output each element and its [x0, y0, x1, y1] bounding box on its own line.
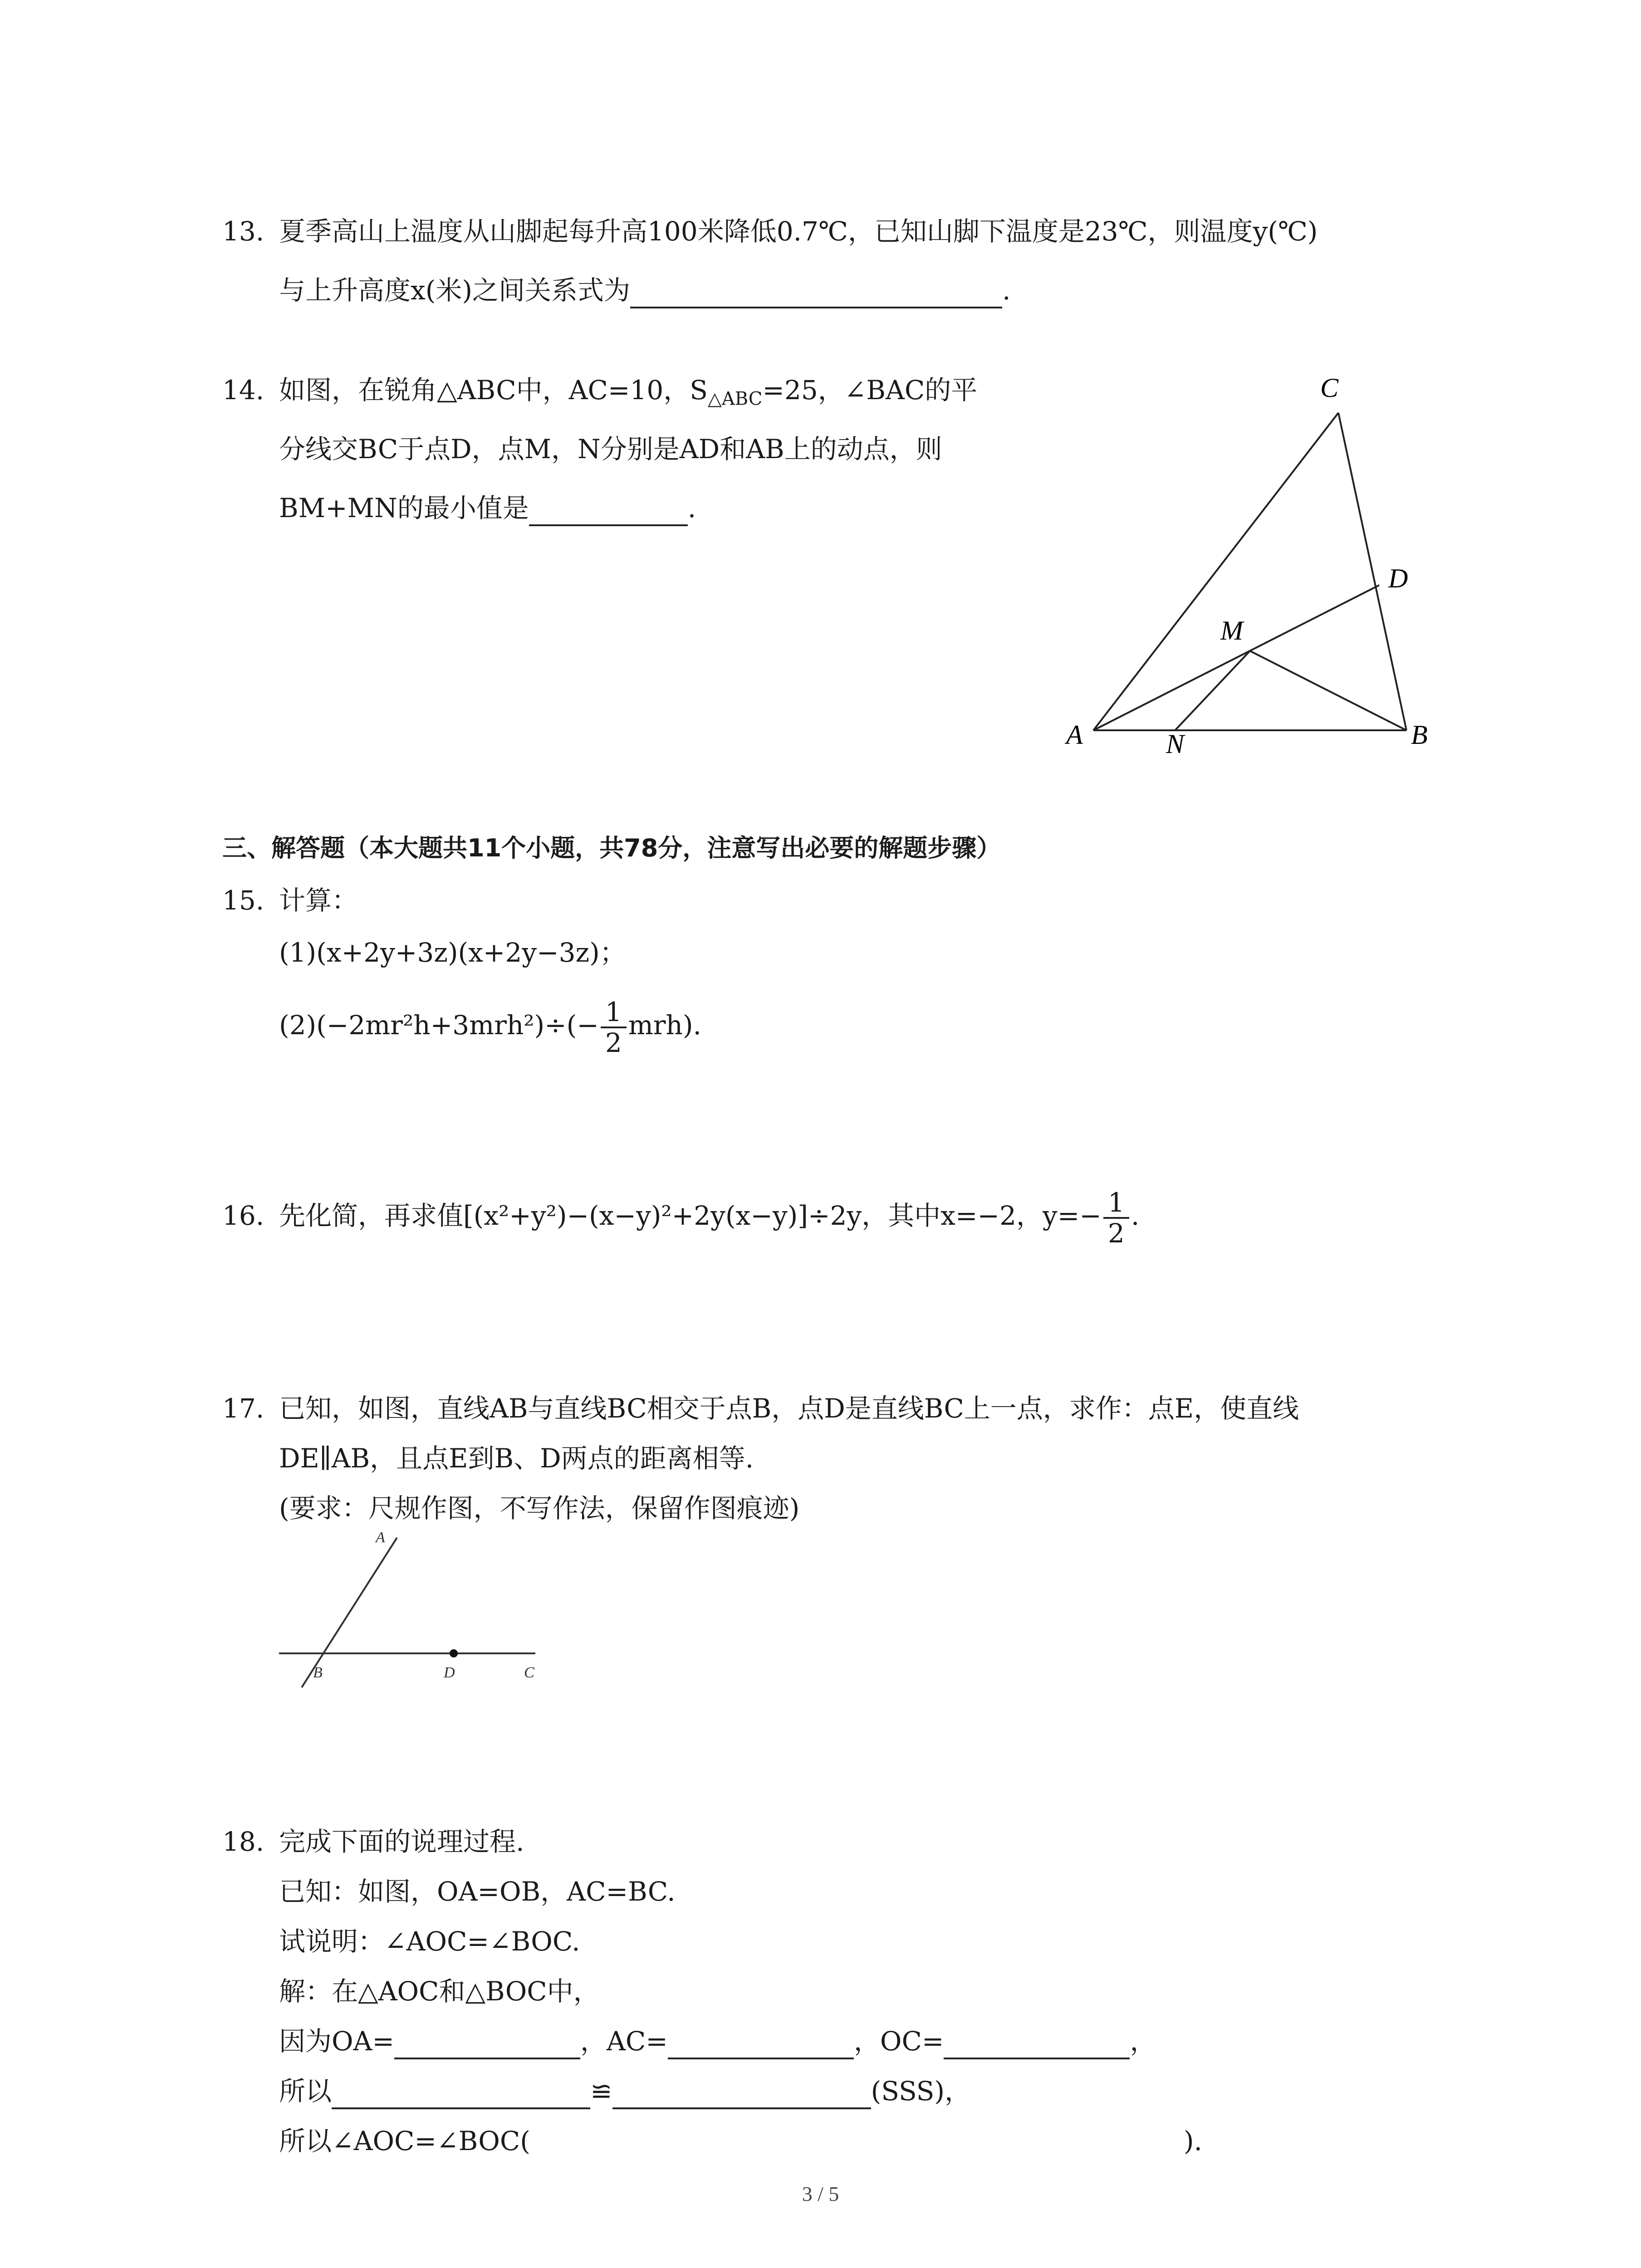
- q18-blank-oa[interactable]: [394, 2029, 580, 2059]
- q17-number: 17.: [222, 1393, 265, 1424]
- q16-frac-num: 1: [1103, 1188, 1129, 1219]
- q14-label-a: A: [1066, 720, 1083, 750]
- q15-part2-post: mrh).: [628, 1010, 701, 1041]
- q13-line1: 夏季高山上温度从山脚起每升高100米降低0.7℃，已知山脚下温度是23℃，则温度y(℃): [279, 216, 1318, 247]
- q18-so1-pre: 所以: [279, 2076, 332, 2107]
- q18-because-1: 因为OA=: [279, 2026, 395, 2057]
- q18-because-row: [279, 2023, 1156, 2059]
- q17-label-d: D: [444, 1664, 455, 1681]
- q16-frac-den: 2: [1107, 1217, 1125, 1249]
- q18-blank-triangle2[interactable]: [612, 2079, 871, 2109]
- q17-line2: DE∥AB，且点E到B、D两点的距离相等.: [279, 1443, 754, 1474]
- q14-label-m: M: [1220, 616, 1243, 645]
- q17-label-b: B: [313, 1664, 323, 1681]
- q14-line1-sub: △ABC: [707, 388, 763, 410]
- q18-so2-pre: 所以∠AOC=∠BOC(: [279, 2126, 530, 2156]
- q13-line2-row: [279, 272, 1010, 308]
- q18-number: 18.: [222, 1826, 265, 1857]
- q16-text-post: .: [1131, 1200, 1140, 1231]
- q18-title: 完成下面的说理过程.: [279, 1826, 524, 1857]
- q16-row: [279, 1184, 1139, 1248]
- q14-label-d: D: [1388, 563, 1408, 593]
- q13-answer-blank[interactable]: [630, 279, 1002, 308]
- q14-line3-row: [279, 490, 696, 526]
- q18-solve: 解：在△AOC和△BOC中，: [279, 1976, 600, 2007]
- q16-fraction: [1103, 1188, 1129, 1248]
- q16-number: 16.: [222, 1200, 265, 1231]
- q18-prove: 试说明：∠AOC=∠BOC.: [279, 1926, 580, 1957]
- page-number: 3 / 5: [802, 2182, 839, 2205]
- q14-line1-row: [279, 372, 977, 417]
- q18-because-2: ，AC=: [580, 2026, 668, 2057]
- q17-lines-figure: [272, 1529, 554, 1701]
- q14-number: 14.: [222, 375, 265, 406]
- q14-triangle-figure: [1043, 363, 1452, 780]
- q13-end: .: [1002, 275, 1011, 306]
- q14-label-n: N: [1166, 729, 1185, 759]
- q18-so1-mid: ≌: [590, 2076, 612, 2107]
- q16-text-pre: 先化简，再求值[(x²+y²)−(x−y)²+2y(x−y)]÷2y，其中x=−2，y=−: [279, 1200, 1102, 1231]
- q18-because-3: ，OC=: [853, 2026, 944, 2057]
- q17-line3: (要求：尺规作图，不写作法，保留作图痕迹): [279, 1493, 800, 1524]
- q14-end: .: [687, 493, 696, 523]
- q15-fraction: [601, 997, 627, 1057]
- q15-frac-den: 2: [605, 1027, 622, 1058]
- q17-point-d: [450, 1649, 458, 1657]
- q14-line1-rest: =25，∠BAC的平: [762, 375, 978, 406]
- q17-line1: 已知，如图，直线AB与直线BC相交于点B，点D是直线BC上一点，求作：点E，使直线: [279, 1393, 1299, 1424]
- q14-label-b: B: [1411, 720, 1428, 750]
- q14-label-c: C: [1320, 373, 1339, 403]
- q15-frac-num: 1: [601, 997, 627, 1028]
- q13-number: 13.: [222, 216, 265, 247]
- section-3-title: 三、解答题（本大题共11个小题，共78分，注意写出必要的解题步骤）: [222, 834, 1001, 862]
- q18-because-4: ，: [1130, 2026, 1156, 2057]
- q17-label-a: A: [376, 1529, 385, 1546]
- q14-line1: 如图，在锐角△ABC中，AC=10，S: [279, 375, 708, 406]
- q18-so1-post: (SSS)，: [871, 2076, 971, 2107]
- q14-answer-blank[interactable]: [529, 496, 688, 526]
- q18-so2-post: ).: [1183, 2126, 1202, 2156]
- q15-part1: (1)(x+2y+3z)(x+2y−3z)；: [279, 937, 626, 968]
- q17-label-c: C: [524, 1664, 534, 1681]
- q18-blank-oc[interactable]: [944, 2029, 1130, 2059]
- q15-part2-pre: (2)(−2mr²h+3mrh²)÷(−: [279, 1010, 599, 1041]
- q13-line2: 与上升高度x(米)之间关系式为: [279, 275, 630, 306]
- q15-title: 计算：: [279, 885, 358, 916]
- q18-blank-ac[interactable]: [668, 2029, 854, 2059]
- q18-so1-row: [279, 2073, 971, 2109]
- q18-blank-triangle1[interactable]: [332, 2079, 590, 2109]
- q14-line3: BM+MN的最小值是: [279, 493, 529, 523]
- q18-so2-row: [279, 2123, 1202, 2159]
- q18-known: 已知：如图，OA=OB，AC=BC.: [279, 1876, 676, 1907]
- q15-part2-row: [279, 993, 701, 1057]
- q14-line2: 分线交BC于点D，点M，N分别是AD和AB上的动点，则: [279, 434, 942, 464]
- q15-number: 15.: [222, 885, 265, 916]
